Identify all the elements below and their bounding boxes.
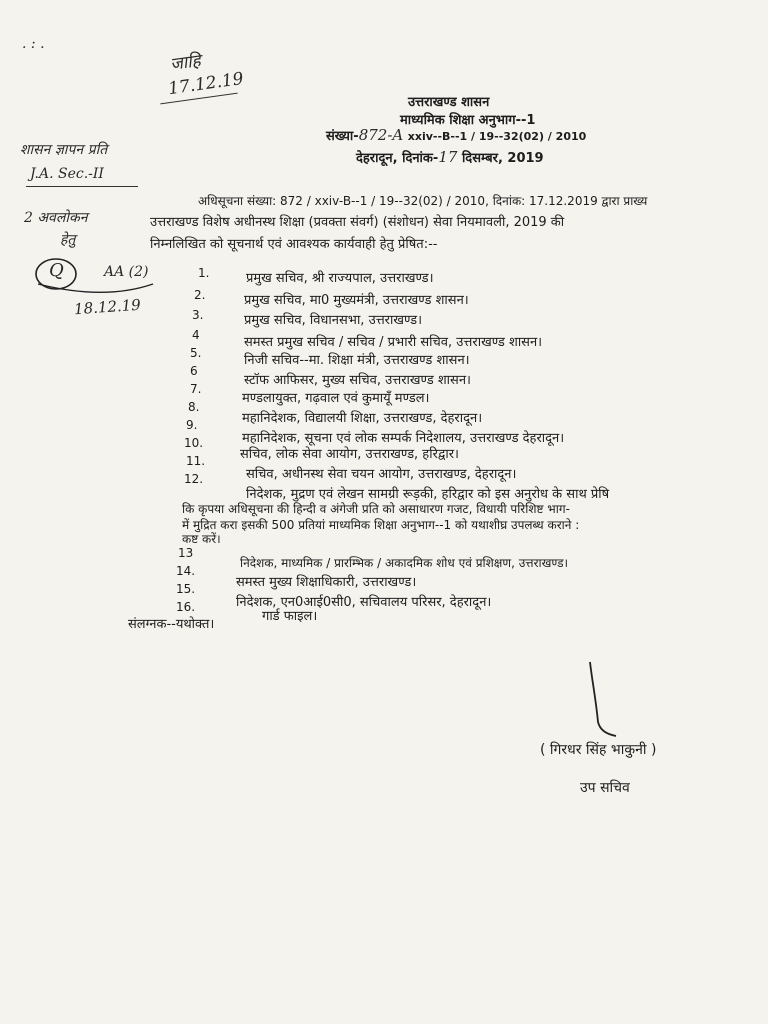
circle-mark-letter: Q <box>49 260 64 281</box>
left-note-1: शासन ज्ञापन प्रति <box>20 142 108 158</box>
top-date: 17.12.19 <box>166 68 245 100</box>
list-item: निदेशक, माध्यमिक / प्रारम्भिक / अकादमिक शोध एवं प्रशिक्षण, उत्तराखण्ड। <box>240 556 569 570</box>
list-item: निदेशक, एन0आई0सी0, सचिवालय परिसर, देहरादून। <box>236 595 492 610</box>
place-date <box>356 148 544 166</box>
list-item: महानिदेशक, सूचना एवं लोक सम्पर्क निदेशालय, उत्तराखण्ड देहरादून। <box>242 431 565 446</box>
list-item-number: 7. <box>190 382 202 396</box>
list-item: सचिव, अधीनस्थ सेवा चयन आयोग, उत्तराखण्ड, देहरादून। <box>246 467 517 482</box>
signature-mark: AA (2) <box>104 264 149 280</box>
place-date-suffix: दिसम्बर, 2019 <box>461 151 544 166</box>
list-item: निदेशक, मुद्रण एवं लेखन सामग्री रूड़की, हरिद्वार को इस अनुरोध के साथ प्रेषि <box>246 487 610 502</box>
number-handwritten: 872-A <box>358 126 404 144</box>
list-item-number: 11. <box>186 454 206 468</box>
list-item-continuation: कष्ट करें। <box>182 532 221 546</box>
signatory-designation: उप सचिव <box>580 780 630 796</box>
govt-title: उत्तराखण्ड शासन <box>408 95 490 110</box>
place-date-prefix: देहरादून, दिनांक- <box>356 151 439 166</box>
top-initial: जाहि <box>168 50 202 76</box>
list-item: महानिदेशक, विद्यालयी शिक्षा, उत्तराखण्ड, देहरादून। <box>242 411 483 426</box>
list-item-number: 3. <box>192 308 204 322</box>
signature-scribble-icon <box>586 660 626 740</box>
list-item-number: 2. <box>194 288 206 302</box>
date-handwritten: 17 <box>438 148 458 166</box>
left-date: 18.12.19 <box>73 295 142 319</box>
list-item-number: 14. <box>176 564 196 578</box>
list-item: प्रमुख सचिव, श्री राज्यपाल, उत्तराखण्ड। <box>246 271 434 286</box>
top-left-dots: . : . <box>22 36 45 52</box>
list-item-number: 5. <box>190 346 202 360</box>
list-item-number: 4 <box>192 328 200 342</box>
list-item-number: 10. <box>184 436 204 450</box>
list-item: मण्डलायुक्त, गढ़वाल एवं कुमायूँ मण्डल। <box>242 391 430 406</box>
list-item: समस्त मुख्य शिक्षाधिकारी, उत्तराखण्ड। <box>236 575 417 590</box>
para-line-3: निम्नलिखित को सूचनार्थ एवं आवश्यक कार्यवाही हेतु प्रेषित:-- <box>150 237 438 252</box>
para-line-1: अधिसूचना संख्या: 872 / xxiv-B--1 / 19--32(02) / 2010, दिनांक: 17.12.2019 द्वारा प्राख्य <box>198 194 648 208</box>
left-note-2: J.A. Sec.-II <box>30 166 104 182</box>
list-item: स्टॉफ आफिसर, मुख्य सचिव, उत्तराखण्ड शासन। <box>244 373 471 388</box>
list-item: गार्ड फाइल। <box>262 609 318 624</box>
list-item: प्रमुख सचिव, विधानसभा, उत्तराखण्ड। <box>244 313 423 328</box>
list-item-number: 6 <box>190 364 198 378</box>
left-note-underline <box>26 186 138 187</box>
list-item-number: 9. <box>186 418 198 432</box>
list-item-number: 16. <box>176 600 196 614</box>
list-item-number: 12. <box>184 472 204 486</box>
signatory-name: ( गिरधर सिंह भाकुनी ) <box>540 742 657 758</box>
list-item-number: 13 <box>178 546 194 560</box>
list-item-number: 15. <box>176 582 196 596</box>
list-item: निजी सचिव--मा. शिक्षा मंत्री, उत्तराखण्ड शासन। <box>244 353 470 368</box>
list-item-number: 1. <box>198 266 210 280</box>
list-item: प्रमुख सचिव, मा0 मुख्यमंत्री, उत्तराखण्ड शासन। <box>244 293 469 308</box>
left-note-4: हेतु <box>60 232 76 248</box>
number-code: xxiv--B--1 / 19--32(02) / 2010 <box>407 130 587 143</box>
list-item-continuation: कि कृपया अधिसूचना की हिन्दी व अंगेजी प्रति को असाधारण गजट, विधायी परिशिष्ट भाग- <box>182 502 570 516</box>
number-label: संख्या- <box>326 129 359 144</box>
enclosure: संलग्नक--यथोक्त। <box>128 617 215 632</box>
list-item-number: 8. <box>188 400 200 414</box>
section-title: माध्यमिक शिक्षा अनुभाग--1 <box>400 113 536 128</box>
left-note-3: 2 अवलोकन <box>24 210 88 226</box>
list-item-continuation: में मुद्रित करा इसकी 500 प्रतियां माध्यमिक शिक्षा अनुभाग--1 को यथाशीघ्र उपलब्ध कराने : <box>182 518 580 532</box>
letter-number <box>326 126 586 144</box>
list-item: सचिव, लोक सेवा आयोग, उत्तराखण्ड, हरिद्वार। <box>240 447 459 462</box>
list-item: समस्त प्रमुख सचिव / सचिव / प्रभारी सचिव, उत्तराखण्ड शासन। <box>244 335 543 350</box>
para-line-2: उत्तराखण्ड विशेष अधीनस्थ शिक्षा (प्रवक्ता संवर्ग) (संशोधन) सेवा नियमावली, 2019 की <box>150 215 565 230</box>
